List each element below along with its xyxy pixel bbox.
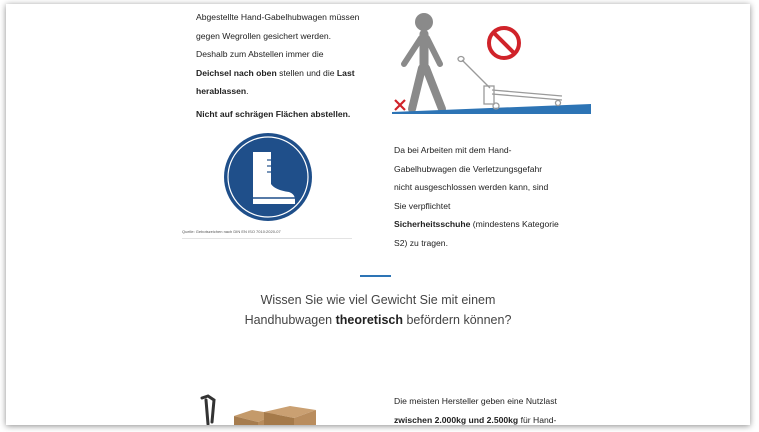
headline-line: Wissen Sie wie viel Gewicht Sie mit einem — [260, 293, 496, 307]
prohibition-icon — [489, 28, 519, 58]
text-line: Da bei Arbeiten mit dem Hand- — [394, 145, 512, 155]
text-line: Sie verpflichtet — [394, 200, 451, 211]
image-caption: Quelle: Gebotszeichen nach DIN EN ISO 7010:2020-07 — [182, 229, 281, 234]
text-line: nicht ausgeschlossen werden kann, sind — [394, 182, 549, 192]
red-x-icon — [395, 100, 405, 110]
text-line: Gabelhubwagen die Verletzungsgefahr — [394, 163, 543, 174]
bold-text: herablassen — [196, 86, 247, 96]
text-line: gegen Wegrollen gesichert werden. — [196, 30, 332, 41]
text-line: S2) zu tragen. — [394, 237, 448, 248]
bold-text: zwischen 2.000kg und 2.500kg — [394, 414, 519, 425]
section-accent-line — [360, 275, 391, 277]
text-line: . — [246, 86, 249, 96]
section-headline — [206, 290, 550, 330]
headline-emphasis: theoretisch — [335, 313, 403, 327]
pedestrian-icon — [404, 13, 442, 109]
headline-line: befördern können? — [403, 313, 512, 327]
slope-ground — [392, 104, 591, 114]
payload-text — [394, 392, 572, 425]
text-line: Die meisten Hersteller geben eine Nutzlast — [394, 396, 557, 406]
safety-shoes-text — [394, 141, 572, 252]
text-line: für Hand- — [518, 414, 557, 425]
text-line: (mindestens Kategorie — [470, 219, 559, 229]
text-line: Deshalb zum Abstellen immer die — [196, 49, 324, 59]
safety-boot-sign-icon — [223, 132, 313, 222]
bold-text: Deichsel nach oben — [196, 67, 277, 78]
bold-text: Last — [336, 67, 355, 78]
parking-instructions — [196, 8, 374, 123]
text-line: stellen und die — [276, 67, 337, 78]
page-frame — [6, 4, 750, 425]
bold-text: Sicherheitsschuhe — [394, 219, 471, 229]
headline-line: Handhubwagen — [244, 313, 336, 327]
caption-divider — [182, 238, 352, 239]
slope-warning: Nicht auf schrägen Flächen abstellen. — [196, 108, 351, 119]
pallet-truck-icon — [458, 57, 562, 110]
slope-parking-illustration — [386, 8, 596, 116]
text-line: Abgestellte Hand-Gabelhubwagen müssen — [196, 12, 360, 22]
boxes-on-pallet-truck-icon — [194, 392, 324, 425]
